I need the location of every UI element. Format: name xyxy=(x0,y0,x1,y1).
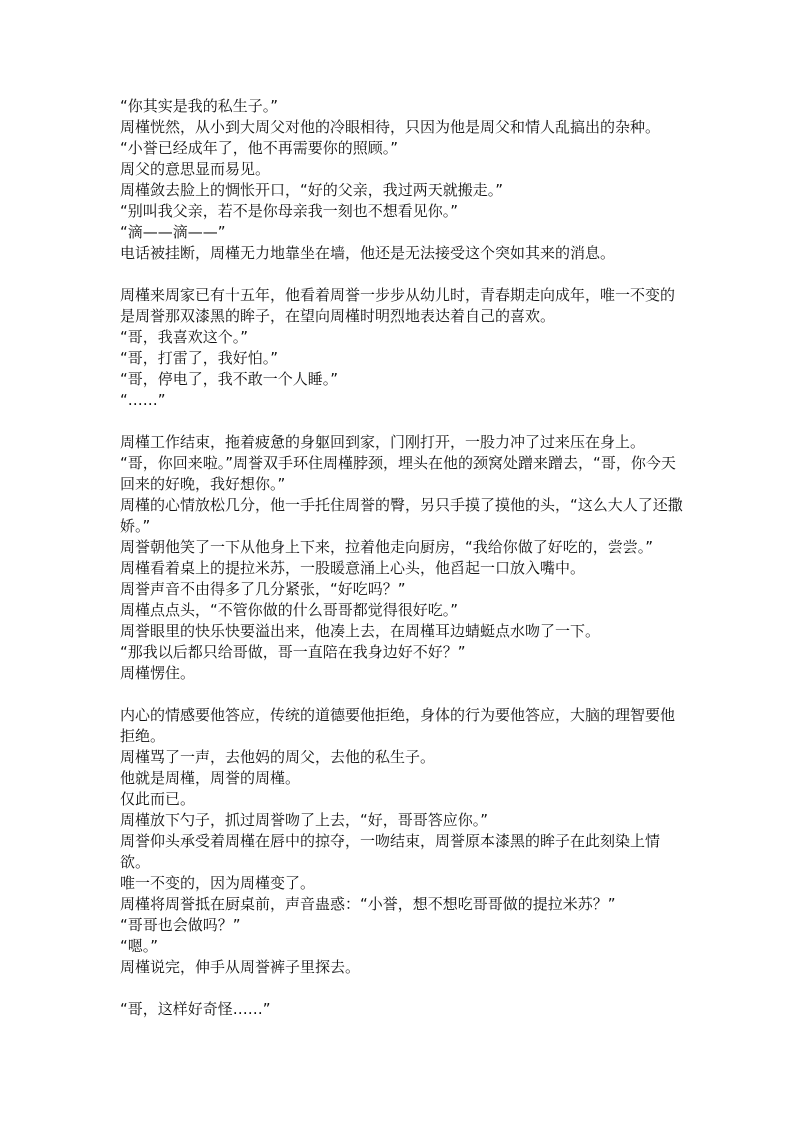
text-line: 唯一不变的，因为周槿变了。 xyxy=(120,874,316,892)
blank-line xyxy=(120,264,688,285)
text-line: “哥，这样好奇怪……” xyxy=(120,1000,271,1018)
text-line: “别叫我父亲，若不是你母亲我一刻也不想看见你。” xyxy=(120,202,459,220)
text-line: 周誉朝他笑了一下从他身上下来，拉着他走向厨房，“我给你做了好吃的，尝尝。” xyxy=(120,538,654,556)
story-text xyxy=(120,96,688,1020)
blank-line xyxy=(120,978,688,999)
text-line: 内心的情感要他答应，传统的道德要他拒绝，身体的行为要他答应，大脑的理智要他拒绝。 xyxy=(120,706,676,745)
text-line: “哥，我喜欢这个。” xyxy=(120,328,249,346)
text-line: “哥，打雷了，我好怕。” xyxy=(120,349,279,367)
text-line: 周槿恍然，从小到大周父对他的冷眼相待，只因为他是周父和情人乱搞出的杂种。 xyxy=(120,118,661,136)
text-line: “哥，你回来啦。”周誉双手环住周槿脖颈，埋头在他的颈窝处蹭来蹭去，“哥，你今天回来的好晚，我好想你。” xyxy=(120,454,676,493)
text-line: 周槿来周家已有十五年，他看着周誉一步步从幼儿时，青春期走向成年，唯一不变的是周誉那双漆黑的眸子，在望向周槿时明烈地表达着自己的喜欢。 xyxy=(120,286,676,325)
text-line: 周槿将周誉抵在厨桌前，声音蛊惑：“小誉，想不想吃哥哥做的提拉米苏？” xyxy=(120,895,616,913)
text-line: 他就是周槿，周誉的周槿。 xyxy=(120,769,301,787)
text-line: 周槿放下勺子，抓过周誉吻了上去，“好，哥哥答应你。” xyxy=(120,811,489,829)
blank-line xyxy=(120,411,688,432)
text-line: 周誉声音不由得多了几分紧张，“好吃吗？” xyxy=(120,580,406,598)
text-line: “……” xyxy=(120,391,166,409)
text-line: 周槿敛去脸上的惆怅开口，“好的父亲，我过两天就搬走。” xyxy=(120,181,504,199)
text-line: 周誉眼里的快乐快要溢出来，他凑上去，在周槿耳边蜻蜓点水吻了一下。 xyxy=(120,622,601,640)
blank-line xyxy=(120,684,688,705)
text-line: 周槿骂了一声，去他妈的周父，去他的私生子。 xyxy=(120,748,436,766)
text-line: “那我以后都只给哥做，哥一直陪在我身边好不好？” xyxy=(120,643,466,661)
text-line: 周槿说完，伸手从周誉裤子里探去。 xyxy=(120,958,361,976)
text-line: 周誉仰头承受着周槿在唇中的掠夺，一吻结束，周誉原本漆黑的眸子在此刻染上情欲。 xyxy=(120,832,661,871)
text-line: 周槿工作结束，拖着疲惫的身躯回到家，门刚打开，一股力冲了过来压在身上。 xyxy=(120,433,646,451)
text-line: “滴——滴——” xyxy=(120,223,226,241)
text-line: “嗯。” xyxy=(120,937,159,955)
text-line: “哥，停电了，我不敢一个人睡。” xyxy=(120,370,339,388)
text-line: 仅此而已。 xyxy=(120,790,196,808)
text-line: 周槿的心情放松几分，他一手托住周誉的臀，另只手摸了摸他的头，“这么大人了还撒娇。” xyxy=(120,496,683,535)
text-line: “哥哥也会做吗？” xyxy=(120,916,241,934)
text-line: 电话被挂断，周槿无力地靠坐在墙，他还是无法接受这个突如其来的消息。 xyxy=(120,244,616,262)
text-line: 周槿看着桌上的提拉米苏，一股暖意涌上心头，他舀起一口放入嘴中。 xyxy=(120,559,586,577)
text-line: “你其实是我的私生子。” xyxy=(120,97,279,115)
text-line: 周槿点点头，“不管你做的什么哥哥都觉得很好吃。” xyxy=(120,601,459,619)
text-line: “小誉已经成年了，他不再需要你的照顾。” xyxy=(120,139,399,157)
text-line: 周父的意思显而易见。 xyxy=(120,160,271,178)
text-line: 周槿愣住。 xyxy=(120,664,196,682)
